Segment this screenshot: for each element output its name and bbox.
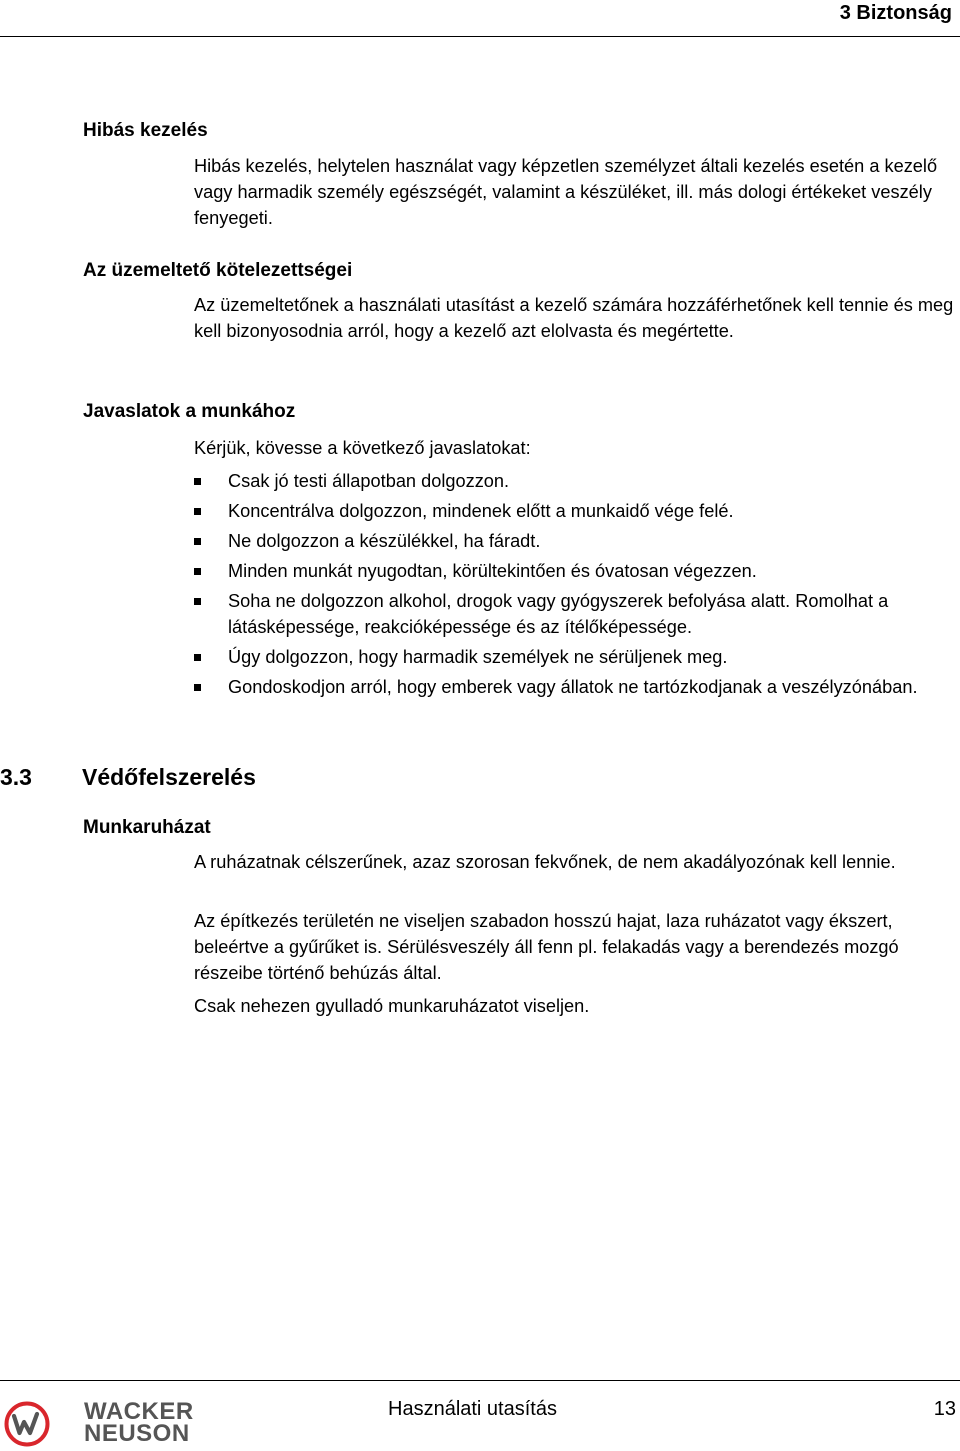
page-number: 13 xyxy=(933,1398,956,1420)
recommendations-list xyxy=(194,468,958,704)
logo-line-wacker: WACKER xyxy=(84,1398,194,1425)
chapter-number: 3.3 xyxy=(0,764,32,790)
section-heading-hibas-kezeles: Hibás kezelés xyxy=(83,120,208,141)
bullet-square-icon xyxy=(194,598,201,605)
list-item: Gondoskodjon arról, hogy emberek vagy állatok ne tartózkodjanak a veszélyzónában. xyxy=(194,674,958,700)
section-intro-javaslatok: Kérjük, kövesse a következő javaslatokat: xyxy=(194,438,531,458)
section-heading-uzemelteto: Az üzemeltető kötelezettségei xyxy=(83,260,353,281)
section-text-uzemelteto: Az üzemeltetőnek a használati utasítást a kezelő számára hozzáférhetőnek kell tennie és meg kell bizonyosodnia arról, hogy a kezelő azt elolvasta és megértette. xyxy=(194,295,954,341)
page-header-title: 3 Biztonság xyxy=(839,2,952,24)
paragraph-munkaruhazat-1: A ruházatnak célszerűnek, azaz szorosan fekvőnek, de nem akadályozónak kell lennie. xyxy=(194,852,896,872)
bullet-square-icon xyxy=(194,684,201,691)
chapter-title: Védőfelszerelés xyxy=(82,764,256,790)
list-item: Minden munkát nyugodtan, körültekintően és óvatosan végezzen. xyxy=(194,558,958,584)
header-divider xyxy=(0,36,960,37)
list-item: Úgy dolgozzon, hogy harmadik személyek ne sérüljenek meg. xyxy=(194,644,958,670)
footer-document-title: Használati utasítás xyxy=(388,1398,557,1420)
company-logo-wordmark xyxy=(84,1398,214,1447)
bullet-square-icon xyxy=(194,538,201,545)
list-item: Csak jó testi állapotban dolgozzon. xyxy=(194,468,958,494)
list-item: Soha ne dolgozzon alkohol, drogok vagy gyógyszerek befolyása alatt. Romolhat a látásképessége, reakcióképessége és az ítélőképessége. xyxy=(194,588,958,640)
footer-divider xyxy=(0,1380,960,1381)
bullet-square-icon xyxy=(194,478,201,485)
list-item: Ne dolgozzon a készülékkel, ha fáradt. xyxy=(194,528,958,554)
section-heading-munkaruhazat: Munkaruházat xyxy=(83,817,211,838)
wacker-neuson-w-icon xyxy=(4,1401,50,1447)
list-item: Koncentrálva dolgozzon, mindenek előtt a munkaidő vége felé. xyxy=(194,498,958,524)
logo-line-neuson: NEUSON xyxy=(84,1420,190,1447)
paragraph-munkaruhazat-2: Az építkezés területén ne viseljen szabadon hosszú hajat, laza ruházatot vagy ékszert, beleértve a gyűrűket is. Sérülésveszély áll fenn pl. felakadás vagy a berendezés mozgó részeibe történő behúzás által. xyxy=(194,911,899,983)
paragraph-munkaruhazat-3: Csak nehezen gyulladó munkaruházatot viseljen. xyxy=(194,996,590,1016)
bullet-square-icon xyxy=(194,508,201,515)
section-text-hibas-kezeles: Hibás kezelés, helytelen használat vagy képzetlen személyzet általi kezelés esetén a kezelő vagy harmadik személy egészségét, valamint a készüléket, ill. más dologi értékeket veszély fenyegeti. xyxy=(194,156,938,228)
bullet-square-icon xyxy=(194,568,201,575)
section-heading-javaslatok: Javaslatok a munkához xyxy=(83,401,296,422)
bullet-square-icon xyxy=(194,654,201,661)
